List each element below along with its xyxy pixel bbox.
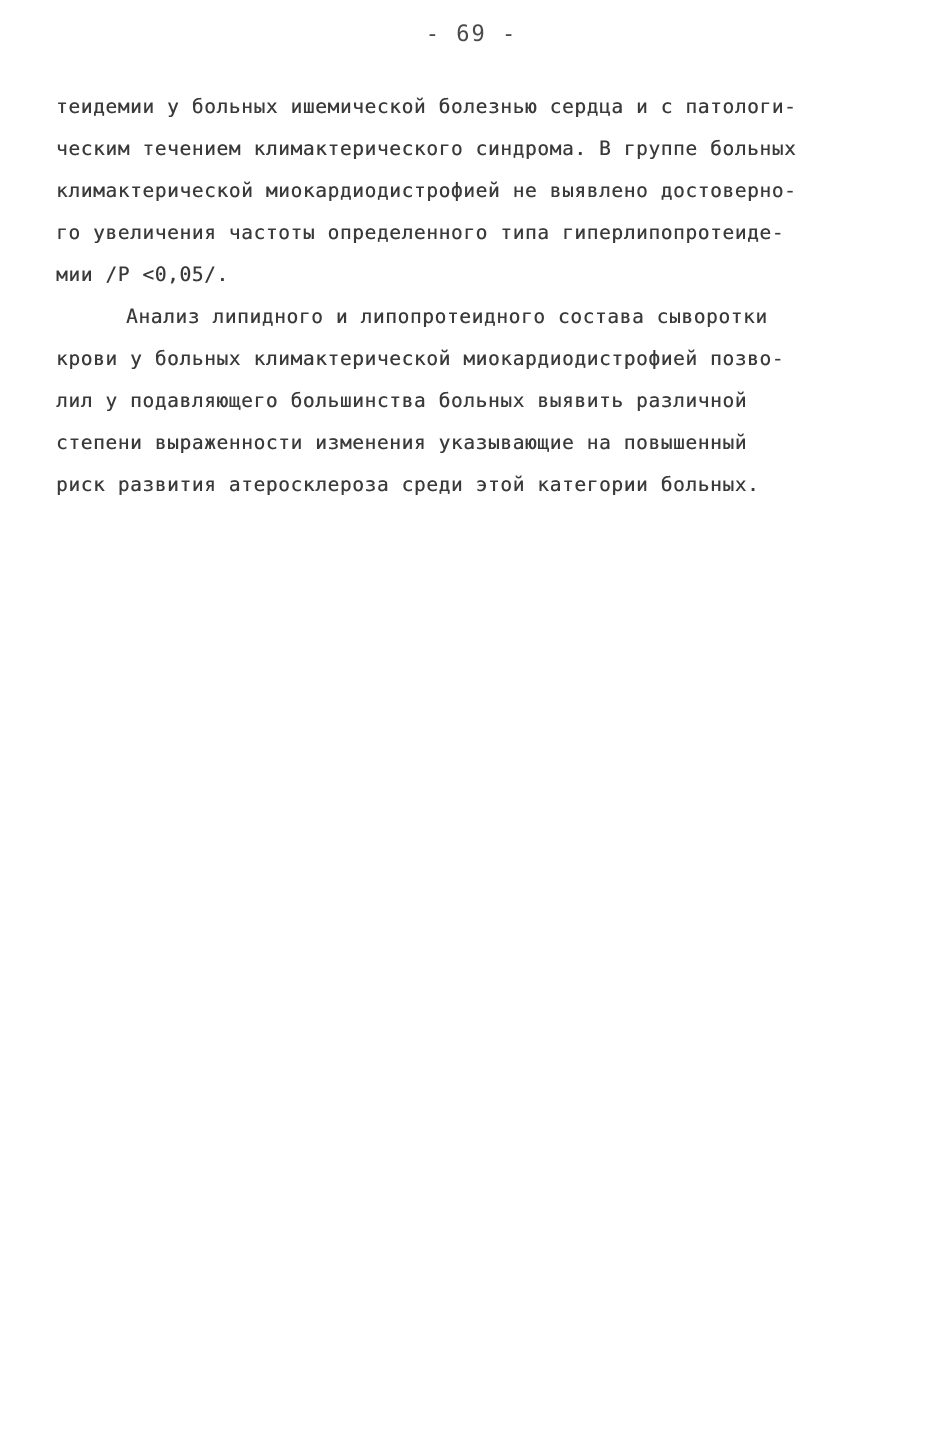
text-line: теидемии у больных ишемической болезнью сердца и с патологи- [56, 95, 797, 118]
text-line: Анализ липидного и липопротеидного состава сыворотки [126, 305, 768, 328]
paragraph-2 [56, 296, 892, 506]
text-line: го увеличения частоты определенного типа гиперлипопротеиде- [56, 221, 785, 244]
text-line: мии /Р <0,05/. [56, 263, 229, 286]
text-line: крови у больных климактерической миокардиодистрофией позво- [56, 347, 785, 370]
text-line: риск развития атеросклероза среди этой категории больных. [56, 473, 760, 496]
text-line: степени выраженности изменения указывающие на повышенный [56, 431, 748, 454]
page-number: - 69 - [425, 22, 518, 47]
body-text [56, 86, 892, 506]
paragraph-1 [56, 86, 892, 296]
text-line: лил у подавляющего большинства больных выявить различной [56, 389, 748, 412]
text-line: ческим течением климактерического синдрома. В группе больных [56, 137, 797, 160]
text-line: климактерической миокардиодистрофией не выявлено достоверно- [56, 179, 797, 202]
